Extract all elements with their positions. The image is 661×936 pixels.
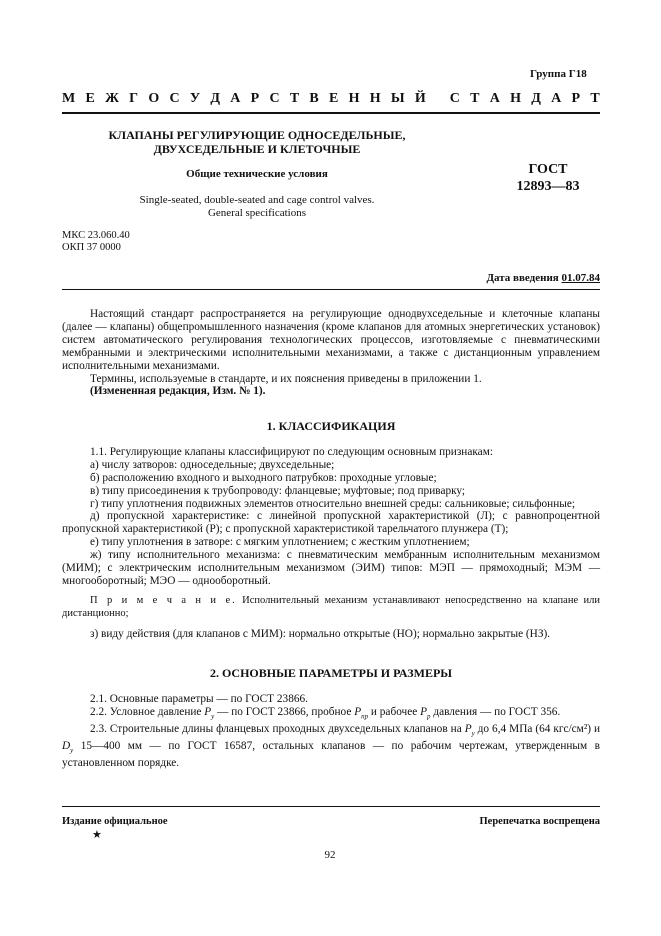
star-icon: ★ [92, 829, 102, 841]
english-title-line-1: Single-seated, double-seated and cage control valves. [139, 194, 375, 206]
gost-label: ГОСТ [528, 162, 568, 177]
note-text: Исполнительный механизм устанавливают непосредственно на клапане или дистанционно; [62, 594, 600, 619]
item-g: г) типу уплотнения подвижных элементов относительно внешней среды: сальниковые; сильфонные; [90, 497, 576, 510]
banner-letter: У [189, 91, 201, 106]
intro-paragraph-2: Термины, используемые в стандарте, и их пояснения приведены в приложении 1. [90, 372, 482, 385]
date-label: Дата введения [486, 272, 559, 284]
banner-letter: Т [590, 91, 600, 106]
document-title [62, 128, 452, 156]
item-v: в) типу присоединения к трубопроводу: фланцевые; муфтовые; под приварку; [90, 484, 466, 497]
banner-letter: Н [369, 91, 381, 106]
gost-number: 12893—83 [516, 179, 580, 194]
footer-rule [62, 806, 600, 807]
banner-letter: А [551, 91, 562, 106]
gost-designation [498, 161, 598, 195]
banner-letter: Т [289, 91, 300, 106]
amendment-note: (Измененная редакция, Изм. № 1). [90, 385, 266, 398]
section-parameters [62, 667, 600, 770]
item-e: е) типу уплотнения в затворе: с мягким уплотнением; с жестким уплотнением; [90, 536, 470, 549]
symbol-p-y-2: $P_у$ [464, 722, 475, 738]
banner-letter: Н [348, 91, 360, 106]
symbol-p-r: $P_р$ [420, 705, 431, 721]
official-edition: Издание официальное [62, 816, 168, 827]
symbol-p-y: $P_у$ [204, 705, 215, 721]
note-label: П р и м е ч а н и е. [90, 594, 237, 606]
banner-letter: С [269, 91, 280, 106]
banner-letter: Е [329, 91, 339, 106]
banner-letter: С [449, 91, 460, 106]
item-a: а) числу затворов: односедельные; двухседельные; [90, 458, 335, 471]
interstate-standard-banner [62, 91, 600, 107]
item-b: б) расположению входного и выходного патрубков: проходные угловые; [90, 471, 437, 484]
header-rule [62, 289, 600, 290]
clause-1-1: 1.1. Регулирующие клапаны классифицируют по следующим основным признакам: [90, 445, 493, 458]
intro-block [62, 308, 600, 398]
reprint-prohibited: Перепечатка воспрещена [479, 816, 600, 827]
item-d: д) пропускной характеристике: с линейной пропускной характеристикой (Л); с равнопроцентной пропускной характеристикой (Р); с пропускной характеристикой тарельчатого плунжера (Т); [62, 510, 600, 536]
symbol-p-pr: $P_{пр}$ [354, 705, 369, 721]
item-z: з) виду действия (для клапанов с МИМ): нормально открытые (НО); нормально закрытые (НЗ). [90, 627, 551, 640]
clause-2-1: 2.1. Основные параметры — по ГОСТ 23866. [90, 692, 308, 705]
page-number: 92 [324, 849, 336, 861]
classification-codes [62, 230, 130, 254]
clause-2-3-text-c: 15—400 мм — по ГОСТ 16587, остальных клапанов — по рабочим чертежам, утвержденным в установленном порядке. [62, 740, 600, 770]
banner-letter: Д [210, 91, 221, 106]
banner-letter: Г [129, 91, 139, 106]
mks-code: МКС 23.060.40 [62, 230, 130, 241]
title-line-2: ДВУХСЕДЕЛЬНЫЕ И КЛЕТОЧНЫЕ [153, 142, 361, 156]
banner-letter: А [489, 91, 500, 106]
effective-date [430, 272, 600, 284]
banner-letter: Е [85, 91, 95, 106]
document-subtitle: Общие технические условия [186, 168, 328, 180]
intro-paragraph-1: Настоящий стандарт распространяется на регулирующие однодвухседельные и клеточные клапаны (далее — клапаны) общепромышленного назначения (кроме клапанов для атомных энергетических установок) систем автоматического регулирования технологических процессов, изготовляемые с пневматическими мембранными и электрическими исполнительными механизмами, а также с дистанционным управлением исполнительными механизмами. [62, 308, 600, 372]
clause-2-2-text-a: 2.2. Условное давление [90, 705, 205, 718]
banner-letter: Ы [390, 91, 405, 106]
clause-2-3 [62, 723, 600, 770]
banner-letter: Н [510, 91, 522, 106]
okp-code: ОКП 37 0000 [62, 242, 121, 253]
banner-letter: В [309, 91, 319, 106]
clause-2-3-text-b: до 6,4 МПа (64 кгс/см²) и [474, 722, 600, 735]
clause-2-2-text-c: и рабочее [368, 705, 421, 718]
english-title-line-2: General specifications [207, 207, 307, 219]
banner-letter: Д [531, 91, 541, 106]
banner-letter: Р [571, 91, 581, 106]
title-line-1: КЛАПАНЫ РЕГУЛИРУЮЩИЕ ОДНОСЕДЕЛЬНЫЕ, [108, 128, 406, 142]
banner-letter: О [148, 91, 160, 106]
item-zh: ж) типу исполнительного механизма: с пневматическим мембранным исполнительным механизмом (МИМ); с электрическим исполнительным механизмом (ЭИМ) типов: МЭП — прямоходный; МЭМ — многооборотный; МЭО — однооборотный. [62, 549, 600, 587]
section-2-heading: 2. ОСНОВНЫЕ ПАРАМЕТРЫ И РАЗМЕРЫ [209, 666, 453, 680]
banner-letter: С [169, 91, 180, 106]
symbol-d-y: $D_у$ [62, 740, 74, 755]
banner-letter [436, 91, 440, 107]
banner-letter: Й [414, 91, 426, 106]
english-title [62, 194, 452, 220]
clause-2-2 [62, 706, 600, 723]
clause-2-2-text-d: давления — по ГОСТ 356. [430, 705, 561, 718]
banner-letter: Ж [105, 91, 119, 106]
banner-letter: Т [470, 91, 480, 106]
clause-2-2-text-b: — по ГОСТ 23866, пробное [214, 705, 355, 718]
section-classification [62, 420, 600, 641]
note [62, 595, 600, 621]
top-rule [62, 112, 600, 114]
date-value: 01.07.84 [561, 272, 600, 284]
clause-2-3-text-a: 2.3. Строительные длины фланцевых проходных двухседельных клапанов на [90, 722, 465, 735]
banner-letter: Р [250, 91, 260, 106]
group-code: Группа Г18 [530, 68, 587, 80]
section-1-heading: 1. КЛАССИФИКАЦИЯ [266, 419, 396, 433]
banner-letter: М [62, 91, 76, 106]
banner-letter: А [230, 91, 241, 106]
